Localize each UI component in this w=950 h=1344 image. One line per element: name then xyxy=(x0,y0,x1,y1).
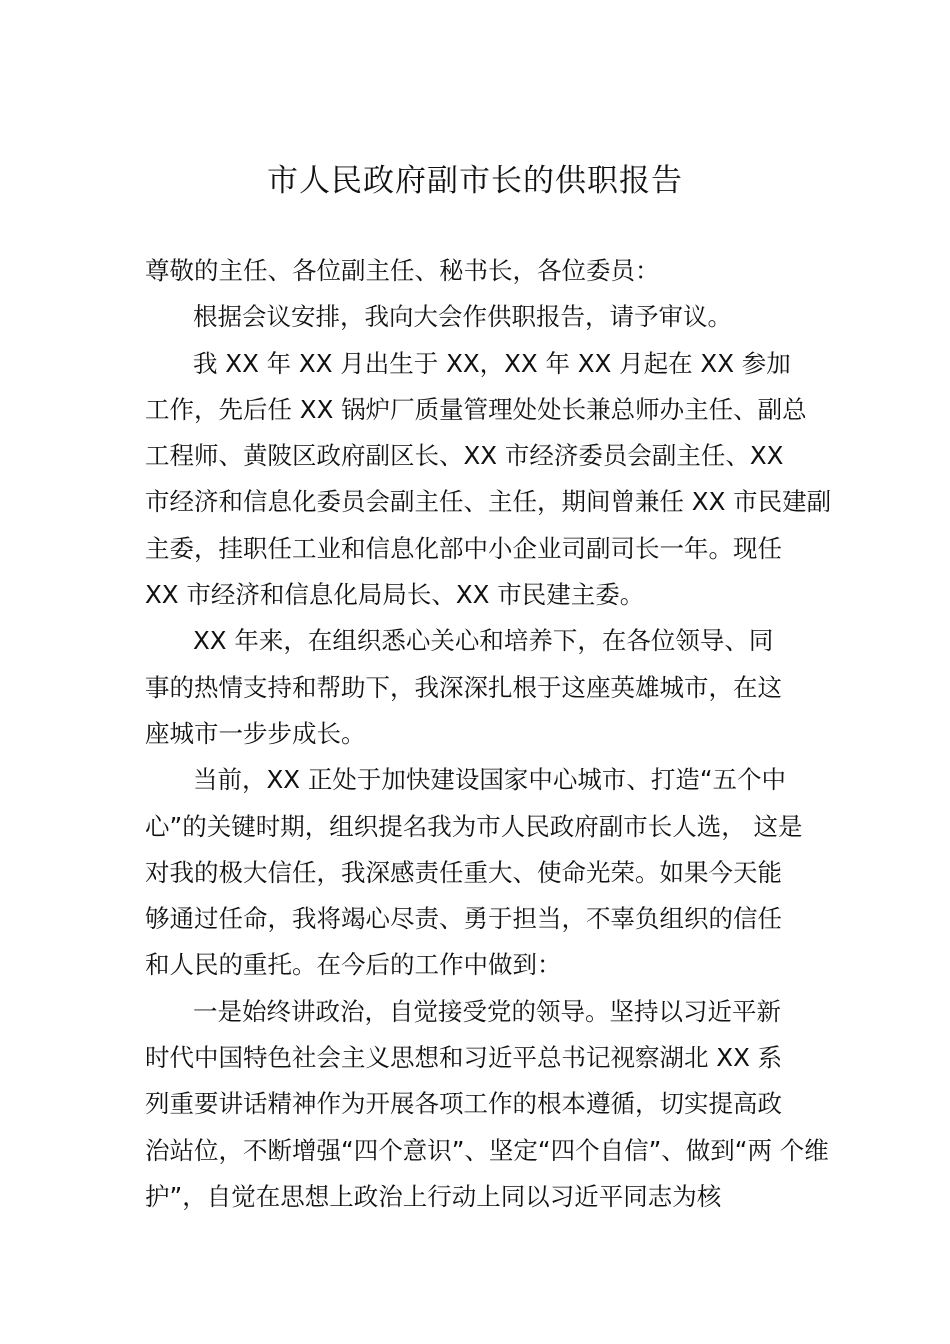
text-line: 和人民的重托。在今后的工作中做到： xyxy=(145,950,562,980)
text-line: 够通过任命，我将竭心尽责、勇于担当，不辜负组织的信任 xyxy=(145,904,782,934)
document-title: 市人民政府副市长的供职报告 xyxy=(267,163,683,199)
text-line: 座城市一步步成长。 xyxy=(145,718,366,748)
text-line: 工作，先后任 XX 锅炉厂质量管理处处长兼总师办主任、副总 xyxy=(145,394,807,424)
text-line: 根据会议安排，我向大会作供职报告，请予审议。 xyxy=(193,302,732,332)
text-line: 当前，XX 正处于加快建设国家中心城市、打造“五个中 xyxy=(193,765,787,795)
document-body xyxy=(145,248,835,1220)
text-line: XX 年来，在组织悉心关心和培养下，在各位领导、同 xyxy=(193,626,774,656)
text-line: 工程师、黄陂区政府副区长、XX 市经济委员会副主任、XX xyxy=(145,441,784,471)
text-line: 事的热情支持和帮助下，我深深扎根于这座英雄城市，在这 xyxy=(145,672,782,702)
text-line: 市经济和信息化委员会副主任、主任，期间曾兼任 XX 市民建副 xyxy=(145,487,832,517)
text-line: 治站位，不断增强“四个意识”、坚定“四个自信”、做到“两 个维 xyxy=(145,1135,829,1165)
text-line: 列重要讲话精神作为开展各项工作的根本遵循，切实提高政 xyxy=(145,1089,782,1119)
text-line: 我 XX 年 XX 月出生于 XX，XX 年 XX 月起在 XX 参加 xyxy=(193,348,791,378)
text-line: 护”，自觉在思想上政治上行动上同以习近平同志为核 xyxy=(145,1181,722,1211)
text-line: XX 市经济和信息化局局长、XX 市民建主委。 xyxy=(145,580,645,610)
text-line: 心”的关键时期，组织提名我为市人民政府副市长人选， 这是 xyxy=(145,811,803,841)
text-line: 主委，挂职任工业和信息化部中小企业司副司长一年。现任 xyxy=(145,533,782,563)
text-line: 尊敬的主任、各位副主任、秘书长，各位委员： xyxy=(145,256,660,285)
text-line: 对我的极大信任，我深感责任重大、使命光荣。如果今天能 xyxy=(145,857,782,887)
text-line: 时代中国特色社会主义思想和习近平总书记视察湖北 XX 系 xyxy=(145,1043,783,1073)
text-line: 一是始终讲政治，自觉接受党的领导。坚持以习近平新 xyxy=(193,996,781,1026)
